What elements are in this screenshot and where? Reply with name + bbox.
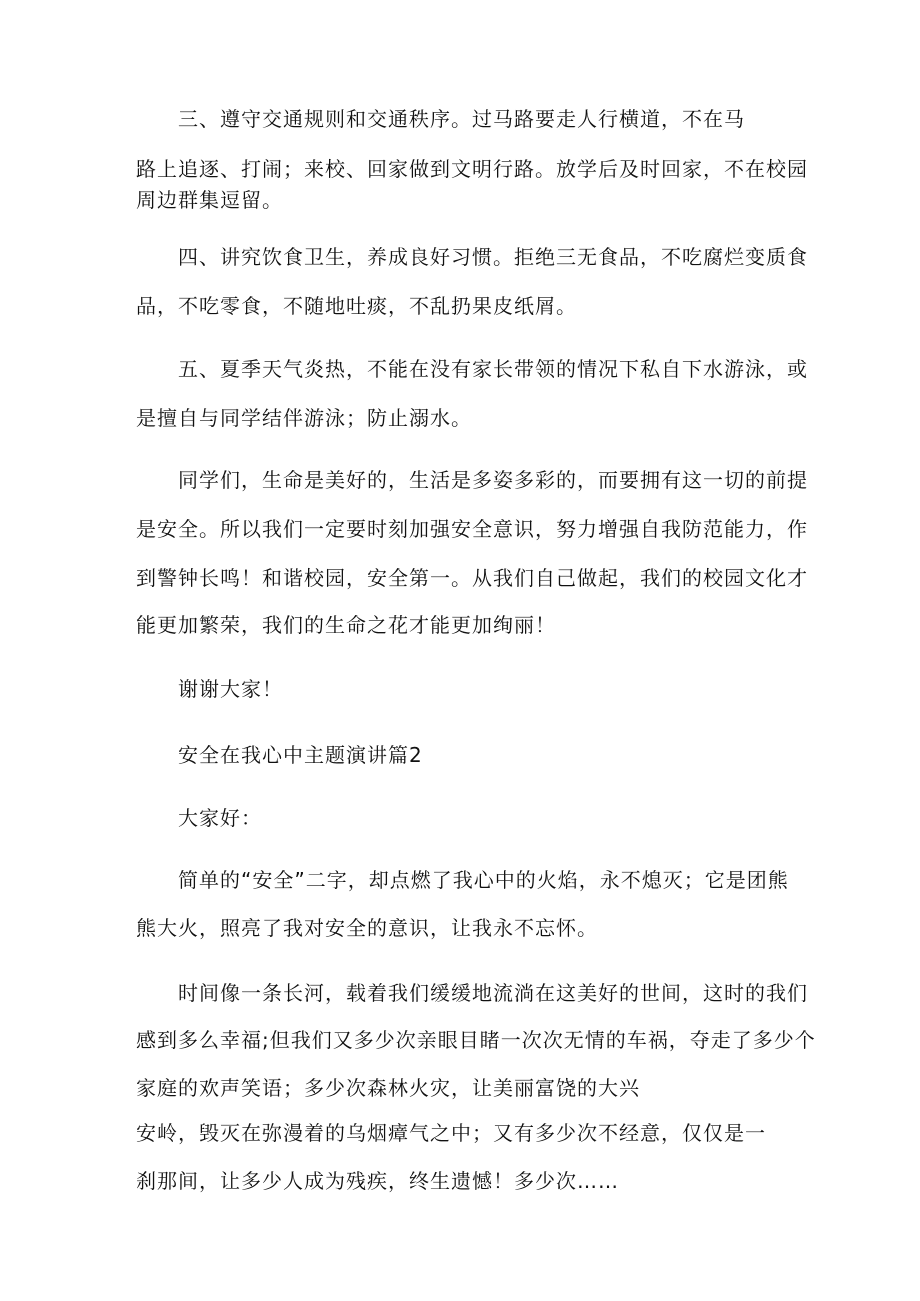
text-line: 谢谢大家！ [178, 677, 283, 701]
text-line: 三、遵守交通规则和交通秩序。过马路要走人行横道，不在马 [178, 107, 745, 131]
text-line: 熊大火，照亮了我对安全的意识，让我永不忘怀。 [136, 916, 598, 940]
text-line: 能更加繁荣，我们的生命之花才能更加绚丽！ [136, 613, 556, 637]
text-line: 路上追逐、打闹；来校、回家做到文明行路。放学后及时回家，不在校园 [136, 157, 808, 181]
text-line: 感到多么幸福;但我们又多少次亲眼目睹一次次无情的车祸，夺走了多少个 [136, 1028, 816, 1052]
text-line: 同学们，生命是美好的，生活是多姿多彩的，而要拥有这一切的前提 [178, 468, 808, 492]
text-line: 周边群集逗留。 [136, 188, 283, 212]
text-line: 是擅自与同学结伴游泳；防止溺水。 [136, 406, 472, 430]
text-line: 四、讲究饮食卫生，养成良好习惯。拒绝三无食品，不吃腐烂变质食 [178, 245, 808, 269]
text-line: 是安全。所以我们一定要时刻加强安全意识，努力增强自我防范能力，作 [136, 517, 808, 541]
text-line: 五、夏季天气炎热，不能在没有家长带领的情况下私自下水游泳，或 [178, 357, 808, 381]
text-line: 刹那间，让多少人成为残疾，终生遗憾！多少次…… [136, 1169, 619, 1193]
greeting: 大家好： [178, 806, 262, 830]
text-line: 品，不吃零食，不随地吐痰，不乱扔果皮纸屑。 [136, 294, 577, 318]
text-line: 安岭，毁灭在弥漫着的乌烟瘴气之中；又有多少次不经意，仅仅是一 [136, 1121, 766, 1145]
text-line: 时间像一条长河，载着我们缓缓地流淌在这美好的世间，这时的我们 [178, 981, 808, 1005]
section-heading: 安全在我心中主题演讲篇2 [178, 743, 423, 767]
text-line: 简单的“安全”二字，却点燃了我心中的火焰，永不熄灭；它是团熊 [178, 868, 789, 892]
text-line: 到警钟长鸣！和谐校园，安全第一。从我们自己做起，我们的校园文化才 [136, 566, 808, 590]
text-line: 家庭的欢声笑语；多少次森林火灾，让美丽富饶的大兴 [136, 1076, 640, 1100]
